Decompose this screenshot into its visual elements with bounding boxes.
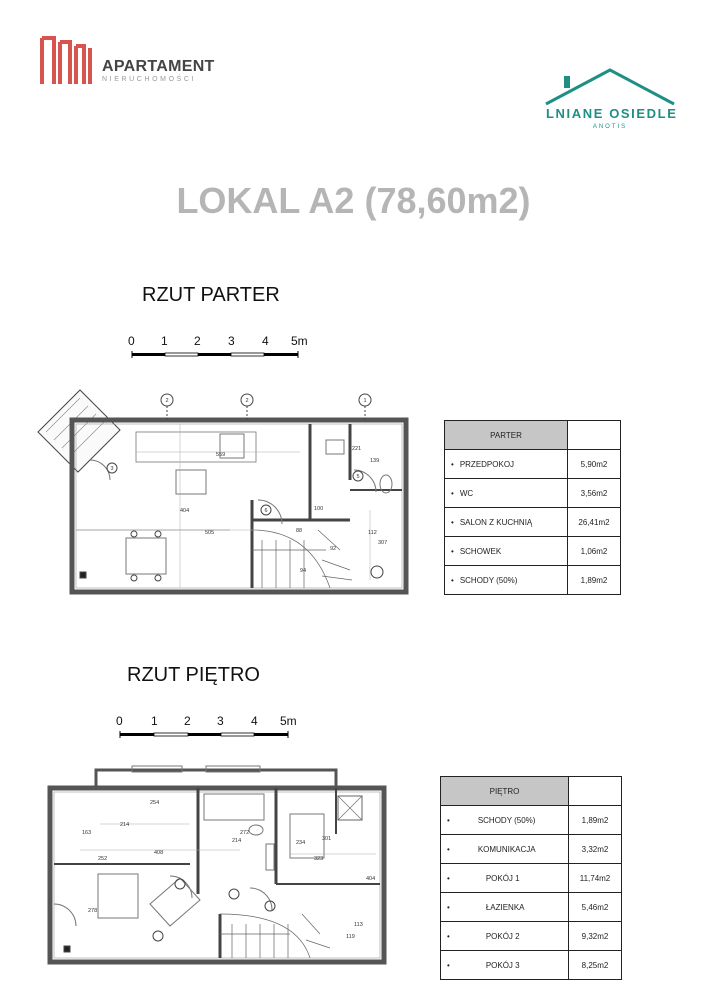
table-header-empty [568,421,621,450]
scale-label: 4 [262,334,269,348]
table-row: • PRZEDPOKOJ 5,90m2 [445,450,621,479]
dim-label: 214 [232,838,242,844]
room-marker: 3 [110,466,114,472]
dim-label: 278 [88,908,98,914]
scale-label: 0 [116,714,123,728]
roof-icon [540,66,680,106]
room-name: POKÓJ 3 [485,960,520,970]
table-row: • POKÓJ 3 8,25m2 [441,951,622,980]
dim-label: 252 [98,856,108,862]
dim-label: 272 [240,830,250,836]
ground-floor-plan [30,380,420,605]
scale-label: 4 [251,714,258,728]
room-name: WC [459,488,474,498]
dim-label: 92 [330,546,337,552]
table-row: • KOMUNIKACJA 3,32m2 [441,835,622,864]
scale-label: 1 [151,714,158,728]
axis-marker: 2 [165,398,169,404]
apartament-logo [40,34,215,90]
upper-scale-bar [116,714,306,744]
apartament-sub: NIERUCHOMOŚCI [102,76,197,83]
dim-label: 404 [366,876,376,882]
table-header-row [445,421,621,450]
dim-label: 234 [296,840,306,846]
lniane-brand: LNIANE OSIEDLE [546,106,678,121]
room-name: KOMUNIKACJA [477,844,536,854]
dim-label: 119 [346,934,355,940]
scale-label: 5m [291,334,308,348]
room-area: 1,89m2 [569,806,622,835]
room-name: SCHODY (50%) [477,815,536,825]
table-header-empty [569,777,622,806]
table-header: PARTER [445,421,568,450]
table-header-row [441,777,622,806]
upper-heading: RZUT PIĘTRO [127,664,260,686]
table-header: PIĘTRO [441,777,569,806]
room-marker: 5 [356,474,360,480]
dim-label: 88 [296,528,303,534]
room-name: POKÓJ 2 [485,931,520,941]
table-row: • POKÓJ 1 11,74m2 [441,864,622,893]
room-area: 1,89m2 [568,566,621,595]
dim-label: 113 [354,922,363,928]
room-name: PRZEDPOKOJ [459,459,515,469]
dim-label: 404 [180,508,190,514]
scale-label: 2 [194,334,201,348]
scale-label: 5m [280,714,297,728]
dim-label: 408 [154,850,164,856]
scale-label: 3 [217,714,224,728]
table-row: • SALON Z KUCHNIĄ 26,41m2 [445,508,621,537]
room-area: 3,56m2 [568,479,621,508]
dim-label: 214 [120,822,130,828]
table-row: • SCHODY (50%) 1,89m2 [445,566,621,595]
dim-label: 505 [205,530,215,536]
page-title: LOKAL A2 (78,60m2) [176,180,531,221]
scale-label: 0 [128,334,135,348]
table-row: • POKÓJ 2 9,32m2 [441,922,622,951]
table-row: • SCHODY (50%) 1,89m2 [441,806,622,835]
scale-label: 3 [228,334,235,348]
axis-marker: 1 [363,398,367,404]
apartament-brand: APARTAMENT [102,58,215,75]
upper-rooms-table [440,776,622,980]
ground-heading: RZUT PARTER [142,284,280,306]
dim-label: 163 [82,830,92,836]
ground-rooms-table [444,420,621,595]
room-area: 11,74m2 [569,864,622,893]
scale-label: 1 [161,334,168,348]
lniane-sub: ANOTIS [592,124,628,130]
room-area: 9,32m2 [569,922,622,951]
dim-label: 94 [300,568,307,574]
table-row: • SCHOWEK 1,06m2 [445,537,621,566]
ground-scale-bar [128,334,318,364]
dim-label: 254 [150,800,160,806]
room-marker: 6 [264,508,268,514]
room-area: 26,41m2 [568,508,621,537]
dim-label: 301 [322,836,332,842]
dim-label: 100 [314,506,324,512]
dim-label: 559 [216,452,226,458]
room-name: POKÓJ 1 [485,873,520,883]
room-name: SCHODY (50%) [459,575,518,585]
axis-marker: 2 [245,398,249,404]
scale-label: 2 [184,714,191,728]
room-area: 5,46m2 [569,893,622,922]
room-area: 8,25m2 [569,951,622,980]
table-row: • ŁAZIENKA 5,46m2 [441,893,622,922]
lniane-osiedle-logo [540,66,680,136]
dim-label: 139 [370,458,380,464]
building-icon [40,34,96,90]
room-area: 5,90m2 [568,450,621,479]
table-row: • WC 3,56m2 [445,479,621,508]
upper-floor-plan [40,764,390,972]
room-name: SCHOWEK [459,546,502,556]
room-name: ŁAZIENKA [485,902,525,912]
dim-label: 112 [368,530,377,536]
dim-label: 307 [378,540,388,546]
dim-label: 323 [314,856,324,862]
room-area: 1,06m2 [568,537,621,566]
room-area: 3,32m2 [569,835,622,864]
room-name: SALON Z KUCHNIĄ [459,517,533,527]
dim-label: 221 [352,446,362,452]
